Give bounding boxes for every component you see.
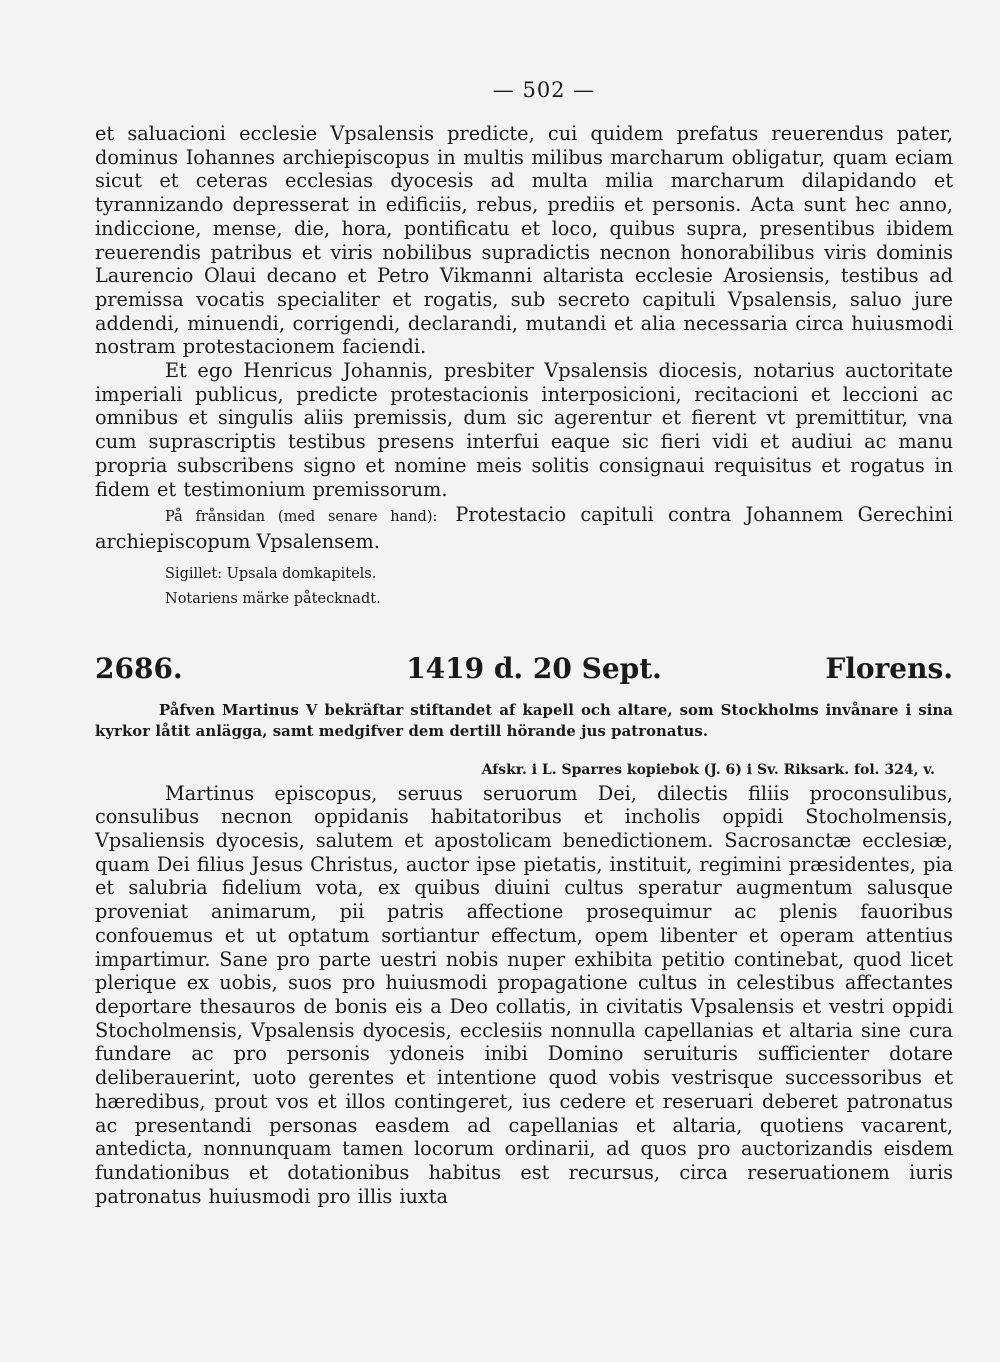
endorsement-lead: På frånsidan (med senare hand): [165, 509, 438, 526]
document-summary: Påfven Martinus V bekräftar stiftandet af kapell och altare, som Stockholms invånare i sina kyrkor låtit anlägga, samt medgifver dem dertill hörande jus patronatus. [95, 701, 953, 740]
charter-closing-paragraph: et saluacioni ecclesie Vpsalensis predicte, cui quidem prefatus reuerendus pater, dominus Iohannes archiepiscopus in multis milibus marcharum obligatur, quam eciam sicut et ceteras ecclesias dyocesis ad multa milia marcharum dilapidando et tyrannizando depresserat in edificiis, rebus, prediis et personis. Acta sunt hec anno, indiccione, mense, die, hora, pontificatu et loco, quibus supra, presentibus ibidem reuerendis patribus et viris nobilibus supradictis necnon honorabilibus viris dominis Laurencio Olaui decano et Petro Vikmanni altarista ecclesie Arosiensis, testibus ad premissa vocatis specialiter et rogatis, sub secreto capituli Vpsalensis, saluo jure addendi, minuendi, corrigendi, declarandi, mutandi et alia necessaria circa huiusmodi nostram protestacionem faciendi. [95, 122, 953, 359]
document-date: 1419 d. 20 Sept. [406, 651, 662, 685]
endorsement-note [95, 503, 953, 553]
book-page [95, 72, 953, 1208]
seal-note: Sigillet: Upsala domkapitels. [165, 565, 377, 582]
notary-attestation-paragraph: Et ego Henricus Johannis, presbiter Vpsalensis diocesis, notarius auctoritate imperiali publicus, predicte protestacionis interposicioni, recitacioni et leccioni ac omnibus et singulis aliis premissis, dum sic agerentur et fierent vt premittitur, vna cum suprascriptis testibus presens interfui eaque sic fieri vidi et audiui ac manu propria subscribens signo et nomine meis solitis consignaui requisitus et rogatus in fidem et testimonium premissorum. [95, 359, 953, 501]
endorsement-text: Protestacio capituli contra Johannem Gerechini archiepiscopum Vpsalensem. [95, 503, 953, 553]
document-header [95, 652, 953, 686]
source-citation: Afskr. i L. Sparres kopiebok (J. 6) i Sv. Riksark. fol. 324, v. [481, 761, 935, 778]
page-number: — 502 — [492, 78, 596, 102]
document-place: Florens. [825, 651, 953, 685]
papal-bull-text: Martinus episcopus, seruus seruorum Dei, dilectis filiis proconsulibus, consulibus necnon oppidanis habitatoribus et incholis oppidi Stocholmensis, Vpsaliensis dyocesis, salutem et apostolicam benedictionem. Sacrosanctæ ecclesiæ, quam Dei filius Jesus Christus, auctor ipse pietatis, instituit, regimini præsidentes, pia et salubria fidelium vota, ex quibus diuini cultus speratur augmentum salusque proveniat animarum, pii patris affectione prosequimur ac plenis fauoribus confouemus et ut optatum sortiantur effectum, opem libenter et operam attentius impartimur. Sane pro parte uestri nobis nuper exhibita petitio continebat, quod licet plerique ex uobis, suos pro huiusmodi propagatione cultus in celestibus affectantes deportare thesauros de bonis eis a Deo collatis, in civitatis Vpsalensis et vestri oppidi Stocholmensis, Vpsalensis dyocesis, ecclesiis nonnulla capellanias et altaria sine cura fundare ac pro personis ydoneis inibi Domino seruituris sufficienter dotare deliberauerint, uoto gerentes et intentione quod vobis vestrisque successoribus et hæredibus, prout vos et illos contingeret, ius cedere et reseruari deberet patronatus ac presentandi personas easdem ad capellanias et altaria, quotiens vacarent, antedicta, nonnunquam tamen locorum ordinarii, ad quos pro auctorizandis eisdem fundationibus et dotationibus habitus est recursus, circa reseruationem iuris patronatus huiusmodi pro illis iuxta [95, 781, 953, 1208]
notary-mark-note: Notariens märke påtecknadt. [165, 590, 381, 607]
document-number: 2686. [95, 651, 183, 685]
